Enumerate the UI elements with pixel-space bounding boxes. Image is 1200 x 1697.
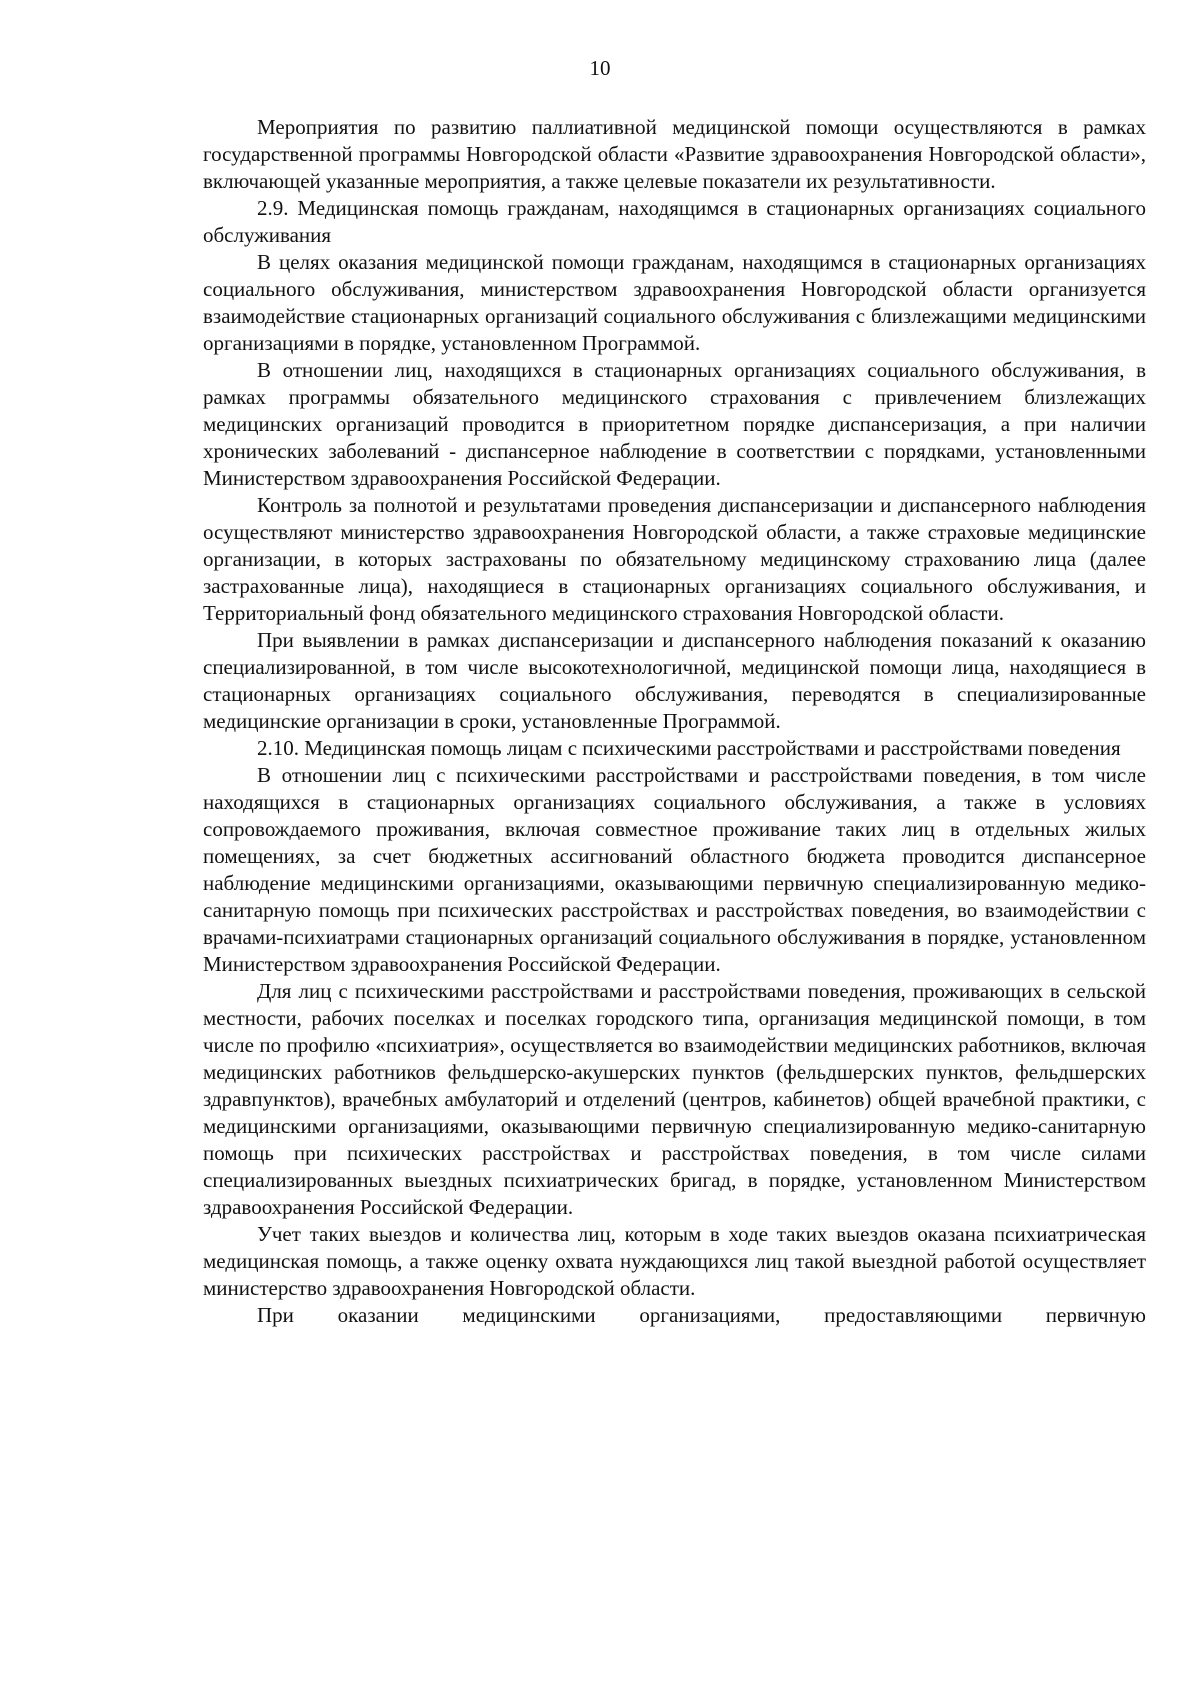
- page-number: 10: [589, 56, 611, 80]
- section-heading-2-10: 2.10. Медицинская помощь лицам с психическими расстройствами и расстройствами поведения: [257, 736, 1121, 760]
- paragraph-control: Контроль за полнотой и результатами проведения диспансеризации и диспансерного наблюдения осуществляют министерство здравоохранения Новгородской области, а также страховые медицинские организации, в которых застрахованы по обязательному медицинскому страхованию лица (далее застрахованные лица), находящиеся в стационарных организациях социального обслуживания, и Территориальный фонд обязательного медицинского страхования Новгородской области.: [203, 493, 1146, 625]
- paragraph-specialized-care-transfer: При выявлении в рамках диспансеризации и диспансерного наблюдения показаний к оказанию специализированной, в том числе высокотехнологичной, медицинской помощи лица, находящиеся в стационарных организациях социального обслуживания, переводятся в специализированные медицинские организации в сроки, установленные Программой.: [203, 628, 1146, 733]
- section-heading-2-9: 2.9. Медицинская помощь гражданам, находящимся в стационарных организациях социального обслуживания: [203, 196, 1146, 247]
- paragraph-mental-disorders-observation: В отношении лиц с психическими расстройствами и расстройствами поведения, в том числе находящихся в стационарных организациях социального обслуживания, а также в условиях сопровождаемого проживания, включая совместное проживание таких лиц в отдельных жилых помещениях, за счет бюджетных ассигнований областного бюджета проводится диспансерное наблюдение медицинскими организациями, оказывающими первичную специализированную медико-санитарную помощь при психических расстройствах и расстройствах поведения, во взаимодействии с врачами-психиатрами стационарных организаций социального обслуживания в порядке, установленном Министерством здравоохранения Российской Федерации.: [203, 763, 1146, 976]
- paragraph-visits-accounting: Учет таких выездов и количества лиц, которым в ходе таких выездов оказана психиатрическая медицинская помощь, а также оценку охвата нуждающихся лиц такой выездной работой осуществляет министерство здравоохранения Новгородской области.: [203, 1222, 1146, 1300]
- paragraph-dispensary-examination: В отношении лиц, находящихся в стационарных организациях социального обслуживания, в рамках программы обязательного медицинского страхования с привлечением близлежащих медицинских организаций проводится в приоритетном порядке диспансеризация, а при наличии хронических заболеваний - диспансерное наблюдение в соответствии с порядками, установленными Министерством здравоохранения Российской Федерации.: [203, 358, 1146, 490]
- paragraph-social-care-interaction: В целях оказания медицинской помощи гражданам, находящимся в стационарных организациях социального обслуживания, министерством здравоохранения Новгородской области организуется взаимодействие стационарных организаций социального обслуживания с близлежащими медицинскими организациями в порядке, установленном Программой.: [203, 250, 1146, 355]
- paragraph-palliative-measures: Мероприятия по развитию паллиативной медицинской помощи осуществляются в рамках государственной программы Новгородской области «Развитие здравоохранения Новгородской области», включающей указанные мероприятия, а также целевые показатели их результативности.: [203, 115, 1146, 193]
- document-body: [203, 114, 1146, 1329]
- paragraph-rural-psychiatric-care: Для лиц с психическими расстройствами и расстройствами поведения, проживающих в сельской местности, рабочих поселках и поселках городского типа, организация медицинской помощи, в том числе по профилю «психиатрия», осуществляется во взаимодействии медицинских работников, включая медицинских работников фельдшерско-акушерских пунктов (фельдшерских пунктов, фельдшерских здравпунктов), врачебных амбулаторий и отделений (центров, кабинетов) общей врачебной практики, с медицинскими организациями, оказывающими первичную специализированную медико-санитарную помощь при психических расстройствах и расстройствах поведения, в том числе силами специализированных выездных психиатрических бригад, в порядке, установленном Министерством здравоохранения Российской Федерации.: [203, 979, 1146, 1219]
- paragraph-continued: При оказании медицинскими организациями, предоставляющими первичную: [257, 1303, 1146, 1327]
